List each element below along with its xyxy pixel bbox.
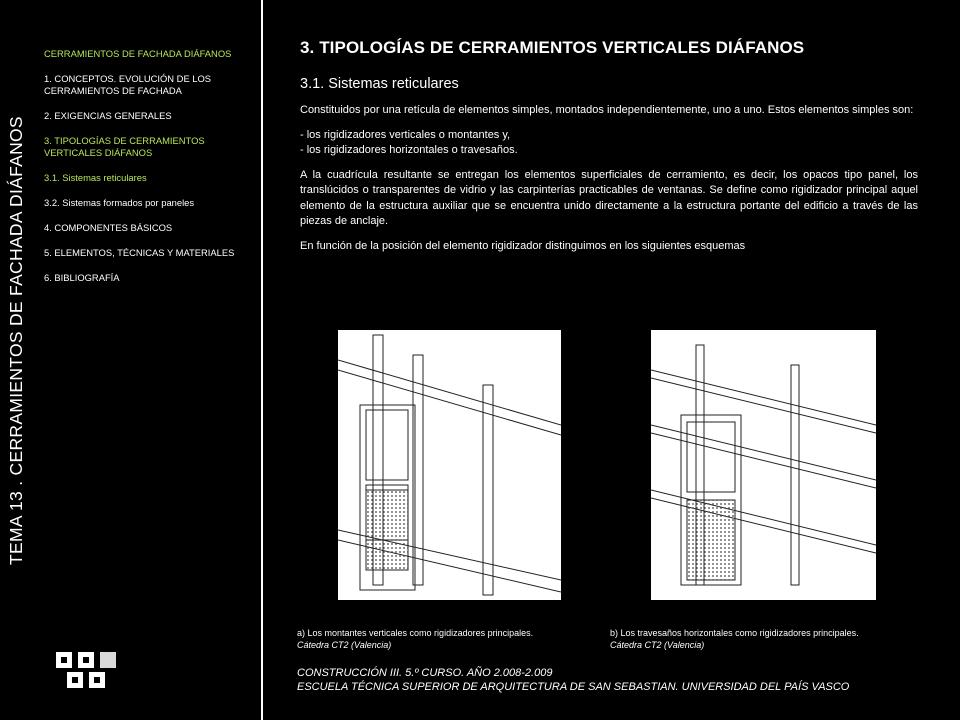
figure-montantes-diagram bbox=[338, 330, 561, 600]
vertical-title: TEMA 13 . CERRAMIENTOS DE FACHADA DIÁFANOS bbox=[6, 116, 26, 565]
list-item-travesanos: - los rigidizadores horizontales o travesaños. bbox=[300, 144, 518, 156]
figure-travesanos-diagram bbox=[651, 330, 876, 600]
montantes-drawing bbox=[338, 330, 561, 600]
sidebar-item-conceptos[interactable]: 1. CONCEPTOS. EVOLUCIÓN DE LOS CERRAMIENTOS DE FACHADA bbox=[44, 73, 212, 96]
footer-school: ESCUELA TÉCNICA SUPERIOR DE ARQUITECTURA DE SAN SEBASTIAN. UNIVERSIDAD DEL PAÍS VASCO bbox=[297, 681, 850, 693]
university-logo-icon bbox=[50, 638, 130, 700]
sidebar-nav bbox=[44, 48, 244, 297]
page-title: 3. TIPOLOGÍAS DE CERRAMIENTOS VERTICALES DIÁFANOS bbox=[300, 38, 805, 57]
divider-line bbox=[261, 0, 263, 720]
paragraph-esquemas: En función de la posición del elemento rigidizador distinguimos en los siguientes esquemas bbox=[300, 239, 746, 252]
list-item-montantes: - los rigidizadores verticales o montantes y, bbox=[300, 128, 511, 141]
sidebar-item-elementos[interactable]: 5. ELEMENTOS, TÉCNICAS Y MATERIALES bbox=[44, 247, 235, 258]
sidebar-item-bibliografia[interactable]: 6. BIBLIOGRAFÍA bbox=[44, 272, 120, 283]
caption-a-source: Cátedra CT2 (Valencia) bbox=[297, 640, 392, 650]
footer-course: CONSTRUCCIÓN III. 5.º CURSO. AÑO 2.008-2.009 bbox=[297, 667, 553, 679]
caption-b-text: b) Los travesaños horizontales como rigidizadores principales. bbox=[610, 628, 859, 638]
travesanos-drawing bbox=[651, 330, 876, 600]
caption-a-text: a) Los montantes verticales como rigidizadores principales. bbox=[297, 628, 534, 638]
sidebar-item-componentes[interactable]: 4. COMPONENTES BÁSICOS bbox=[44, 222, 173, 233]
sidebar-heading[interactable]: CERRAMIENTOS DE FACHADA DIÁFANOS bbox=[44, 48, 232, 59]
footer bbox=[297, 666, 849, 694]
sidebar-item-sistemas-paneles[interactable]: 3.2. Sistemas formados por paneles bbox=[44, 197, 195, 208]
sidebar-item-tipologias[interactable]: 3. TIPOLOGÍAS DE CERRAMIENTOS VERTICALES DIÁFANOS bbox=[44, 135, 205, 158]
main-content bbox=[300, 38, 918, 263]
sidebar-item-exigencias[interactable]: 2. EXIGENCIAS GENERALES bbox=[44, 110, 172, 121]
caption-b-source: Cátedra CT2 (Valencia) bbox=[610, 640, 705, 650]
sidebar-item-sistemas-reticulares[interactable]: 3.1. Sistemas reticulares bbox=[44, 172, 147, 183]
caption-b bbox=[610, 627, 930, 651]
paragraph-intro: Constituidos por una retícula de elementos simples, montados independientemente, uno a uno. Estos elementos simples son: bbox=[300, 104, 914, 116]
section-subtitle: 3.1. Sistemas reticulares bbox=[300, 76, 459, 92]
paragraph-cuadricula: A la cuadrícula resultante se entregan los elementos superficiales de cerramiento, es decir, los opacos tipo panel, los translúcidos o transparentes de vidrio y las carpinterías practicables de ventanas. Se define como rigidizador principal aquel elemento de la estructura auxiliar que se encuentra unido directamente a la estructura portante del edificio a través de las piezas de anclaje. bbox=[300, 168, 918, 227]
caption-a bbox=[297, 627, 597, 651]
